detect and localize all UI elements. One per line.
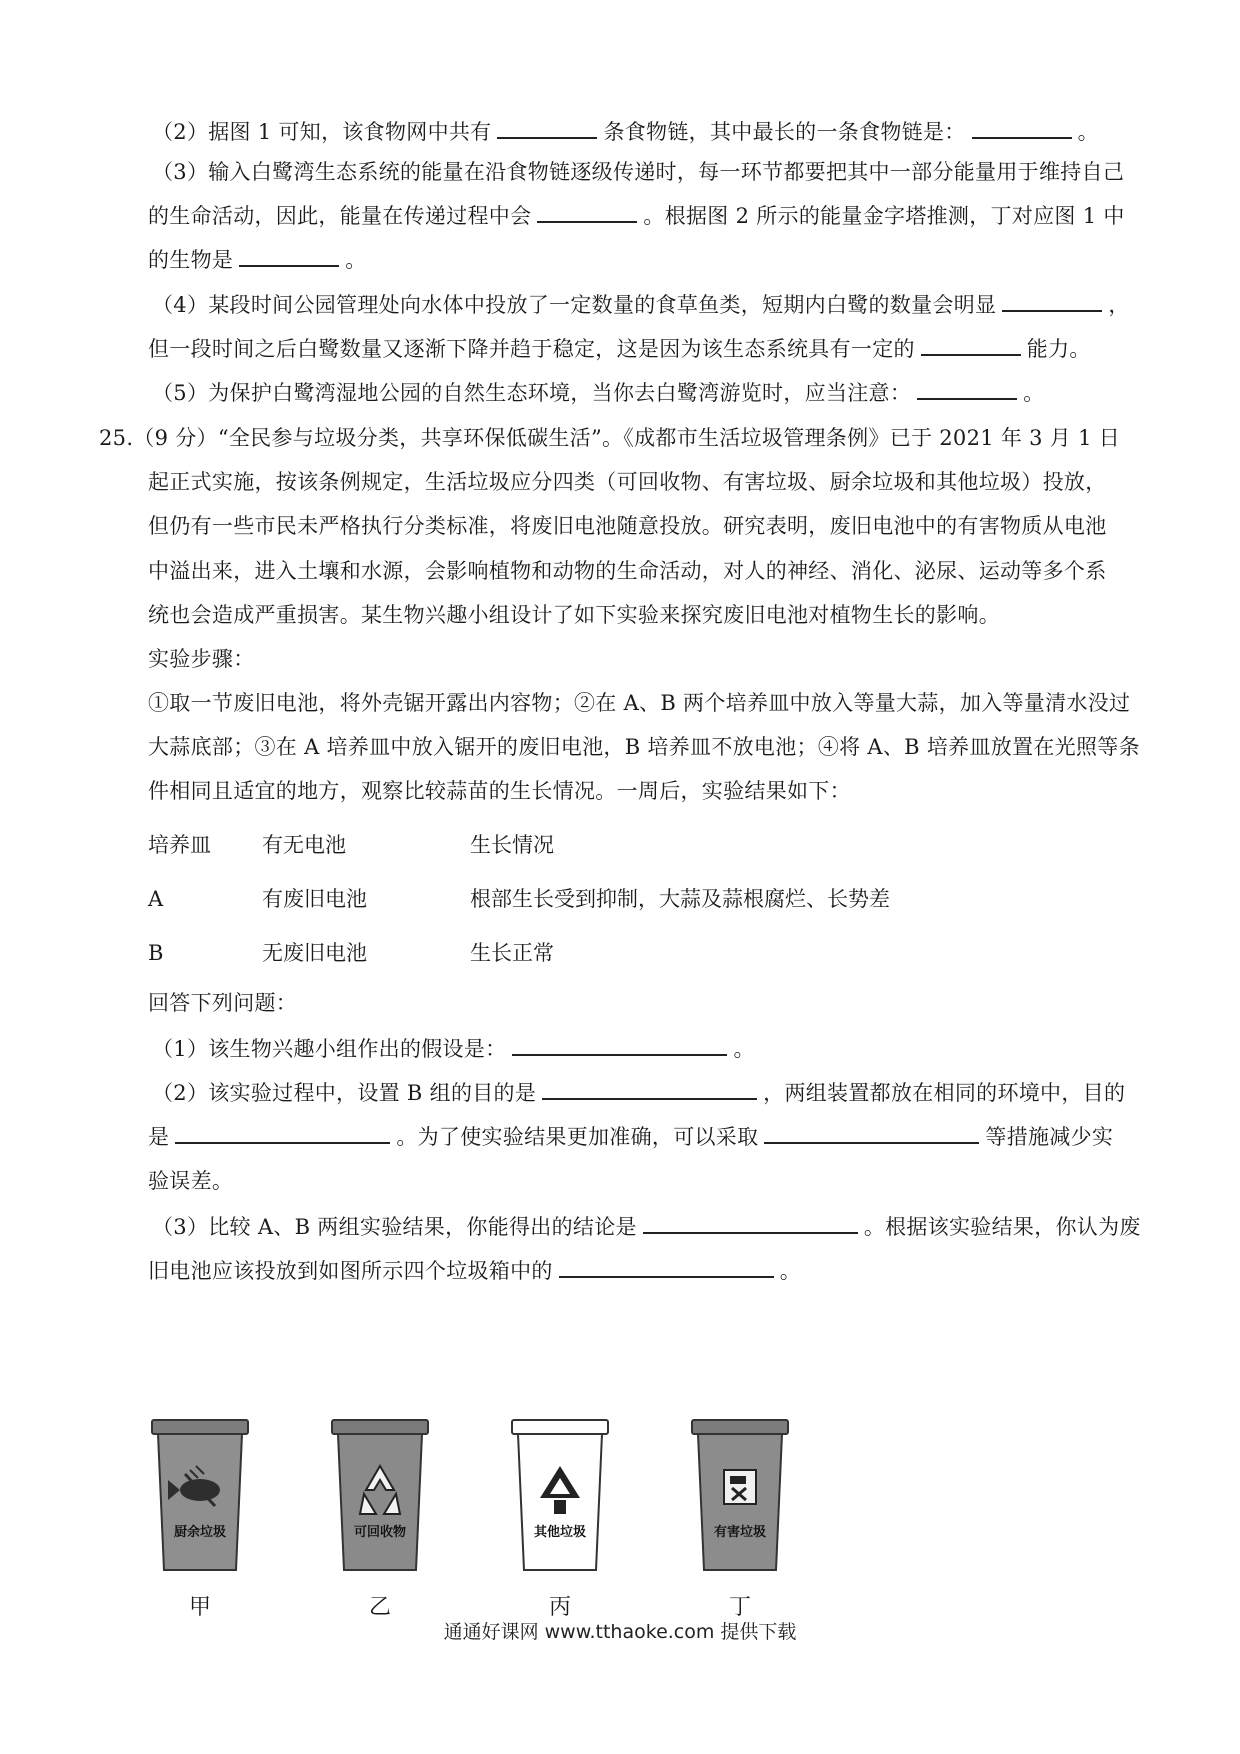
hazardous-waste-bin-icon <box>690 1418 790 1573</box>
bin-label: 乙 <box>368 1595 391 1620</box>
q25-intro-line: 中溢出来，进入土壤和水源，会影响植物和动物的生命活动，对人的神经、消化、泌尿、运动等多个系 <box>148 559 1107 583</box>
bin-kitchen-waste <box>150 1418 250 1620</box>
answer-blank[interactable] <box>537 201 637 223</box>
answer-blank[interactable] <box>917 378 1017 400</box>
answer-blank[interactable] <box>972 117 1072 139</box>
bin-label: 丁 <box>728 1595 751 1620</box>
recyclable-bin-icon <box>330 1418 430 1573</box>
answer-blank[interactable] <box>175 1122 390 1144</box>
q24-part4-line2: 但一段时间之后白鹭数量又逐渐下降并趋于稳定，这是因为该生态系统具有一定的 能力。 <box>148 334 1091 364</box>
answer-prompt: 回答下列问题： <box>148 991 298 1015</box>
bin-text: 可回收物 <box>353 1525 407 1540</box>
q25-sub3-line2: 旧电池应该投放到如图所示四个垃圾箱中的 。 <box>148 1256 801 1286</box>
table-cell: A <box>148 887 164 911</box>
answer-blank[interactable] <box>764 1122 979 1144</box>
q25-sub2-line1: （2）该实验过程中，设置 B 组的目的是 ，两组装置都放在相同的环境中，目的 <box>152 1078 1125 1108</box>
q25-intro-line: 但仍有一些市民未严格执行分类标准，将废旧电池随意投放。研究表明，废旧电池中的有害物质从电池 <box>148 514 1107 538</box>
q25-intro-line: 25.（9 分）“全民参与垃圾分类，共享环保低碳生活”。《成都市生活垃圾管理条例》已于 2021 年 3 月 1 日 <box>99 426 1121 450</box>
step-line: 件相同且适宜的地方，观察比较蒜苗的生长情况。一周后，实验结果如下： <box>148 779 851 803</box>
q24-part3-line1: （3）输入白鹭湾生态系统的能量在沿食物链逐级传递时，每一环节都要把其中一部分能量用于维持自己 <box>152 160 1125 184</box>
bin-text: 厨余垃圾 <box>173 1525 227 1540</box>
step-line: 大蒜底部；③在 A 培养皿中放入锯开的废旧电池，B 培养皿不放电池；④将 A、B 培养皿放置在光照等条 <box>148 735 1140 759</box>
q24-part3-line3: 的生物是 。 <box>148 245 367 275</box>
hazard-icon <box>724 1470 756 1504</box>
q25-intro-line: 统也会造成严重损害。某生物兴趣小组设计了如下实验来探究废旧电池对植物生长的影响。 <box>148 603 1000 627</box>
answer-blank[interactable] <box>512 1034 727 1056</box>
kitchen-waste-bin-icon <box>150 1418 250 1573</box>
bin-text: 其他垃圾 <box>533 1525 587 1540</box>
answer-blank[interactable] <box>497 117 597 139</box>
steps-title: 实验步骤： <box>148 647 255 671</box>
q24-part3-line2: 的生命活动，因此，能量在传递过程中会 。根据图 2 所示的能量金字塔推测，丁对应图 1 中 <box>148 201 1125 231</box>
bin-label: 甲 <box>188 1595 211 1620</box>
table-cell: 生长正常 <box>470 941 554 965</box>
answer-blank[interactable] <box>643 1212 858 1234</box>
q25-intro-line: 起正式实施，按该条例规定，生活垃圾应分四类（可回收物、有害垃圾、厨余垃圾和其他垃圾）投放， <box>148 470 1107 494</box>
q25-sub2-line3: 验误差。 <box>148 1169 234 1193</box>
trash-bins-figure <box>150 1418 830 1618</box>
answer-blank[interactable] <box>1002 290 1102 312</box>
table-header: 培养皿 <box>148 833 211 857</box>
q25-sub1: （1）该生物兴趣小组作出的假设是： 。 <box>152 1034 755 1064</box>
bin-recyclable <box>330 1418 430 1620</box>
q24-part2: （2）据图 1 可知，该食物网中共有 条食物链，其中最长的一条食物链是： 。 <box>152 117 1099 147</box>
answer-blank[interactable] <box>559 1256 774 1278</box>
table-cell: 无废旧电池 <box>262 941 367 965</box>
answer-blank[interactable] <box>542 1078 757 1100</box>
other-waste-bin-icon <box>510 1418 610 1573</box>
bin-hazardous-waste <box>690 1418 790 1620</box>
q24-part4-line1: （4）某段时间公园管理处向水体中投放了一定数量的食草鱼类，短期内白鹭的数量会明显 ， <box>152 290 1130 320</box>
footer-source[interactable]: 通通好课网 www.tthaoke.com 提供下载 <box>443 1621 797 1643</box>
bin-text: 有害垃圾 <box>713 1525 767 1540</box>
answer-blank[interactable] <box>921 334 1021 356</box>
bin-other-waste <box>510 1418 610 1620</box>
table-header: 有无电池 <box>262 833 346 857</box>
q25-sub2-line2: 是 。为了使实验结果更加准确，可以采取 等措施减少实 <box>148 1122 1113 1152</box>
answer-blank[interactable] <box>239 245 339 267</box>
q25-sub3-line1: （3）比较 A、B 两组实验结果，你能得出的结论是 。根据该实验结果，你认为废 <box>152 1212 1141 1242</box>
q24-part5: （5）为保护白鹭湾湿地公园的自然生态环境，当你去白鹭湾游览时，应当注意： 。 <box>152 378 1044 408</box>
table-cell: 根部生长受到抑制，大蒜及蒜根腐烂、长势差 <box>470 887 890 911</box>
table-cell: B <box>148 941 164 965</box>
bin-label: 丙 <box>548 1595 571 1620</box>
table-cell: 有废旧电池 <box>262 887 367 911</box>
step-line: ①取一节废旧电池，将外壳锯开露出内容物；②在 A、B 两个培养皿中放入等量大蒜，加入等量清水没过 <box>148 691 1131 715</box>
table-header: 生长情况 <box>470 833 554 857</box>
